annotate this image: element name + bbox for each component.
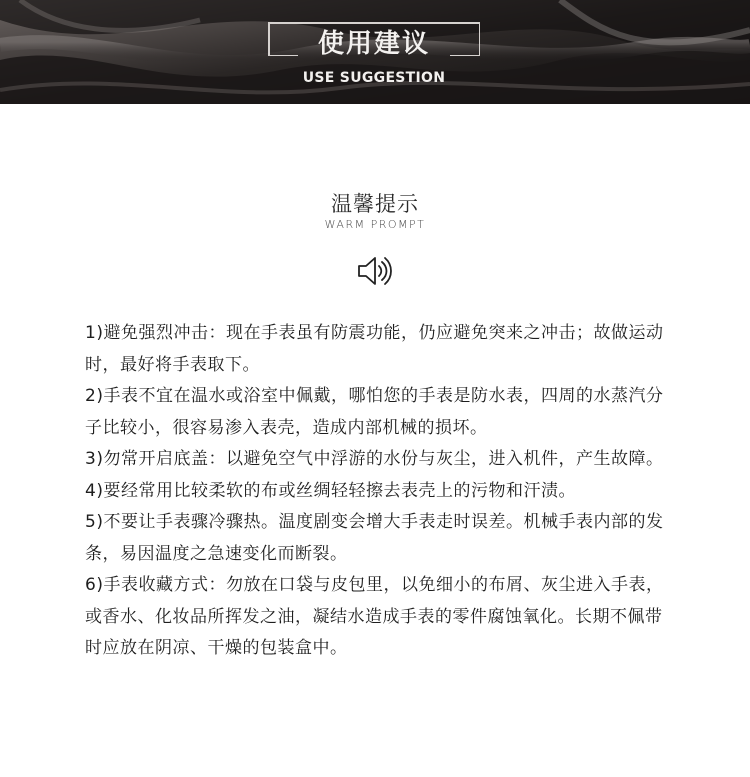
header-banner (0, 0, 750, 104)
section-subtitle: WARM PROMPT (324, 218, 426, 231)
tip-item: 2)手表不宜在温水或浴室中佩戴，哪怕您的手表是防水表，四周的水蒸汽分子比较小，很容易渗入表壳，造成内部机械的损坏。 (85, 386, 664, 438)
tips-list (85, 318, 675, 665)
tip-item: 4)要经常用比较柔软的布或丝绸轻轻擦去表壳上的污物和汗渍。 (85, 480, 576, 501)
section-title: 温馨提示 (331, 192, 419, 216)
banner-subtitle: USE SUGGESTION (302, 70, 446, 86)
tip-item: 6)手表收藏方式：勿放在口袋与皮包里，以免细小的布屑、灰尘进入手表，或香水、化妆品所挥发之油，凝结水造成手表的零件腐蚀氧化。长期不佩带时应放在阴凉、干燥的包装盒中。 (85, 575, 664, 658)
tip-item: 1)避免强烈冲击：现在手表虽有防震功能，仍应避免突来之冲击；故做运动时，最好将手表取下。 (85, 323, 664, 375)
banner-title: 使用建议 (317, 29, 430, 59)
tip-item: 5)不要让手表骤冷骤热。温度剧变会增大手表走时误差。机械手表内部的发条，易因温度之急速变化而断裂。 (85, 512, 664, 564)
speaker-icon (355, 254, 399, 288)
tip-item: 3)勿常开启底盖：以避免空气中浮游的水份与灰尘，进入机件，产生故障。 (85, 449, 664, 469)
